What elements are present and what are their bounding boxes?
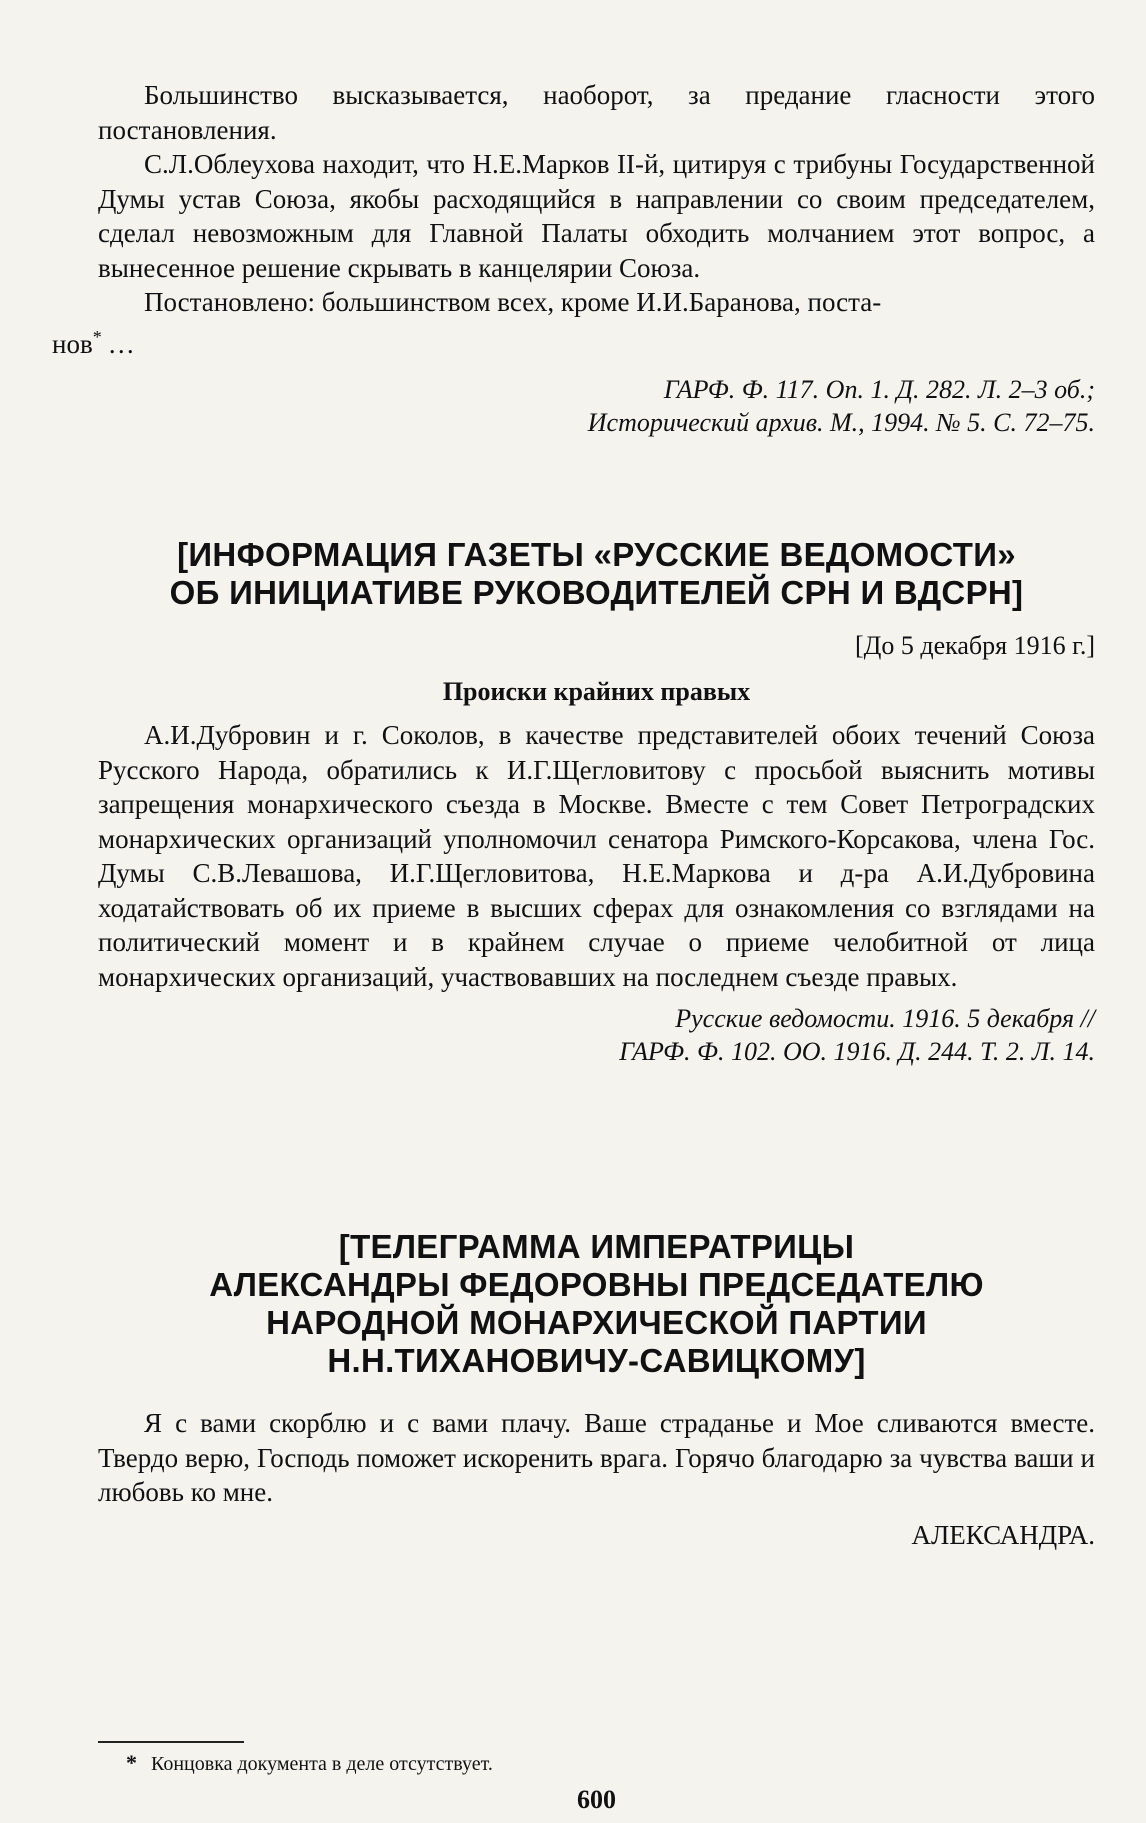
section-title-line: НАРОДНОЙ МОНАРХИЧЕСКОЙ ПАРТИИ	[266, 1304, 927, 1341]
footnote-mark: *	[126, 1750, 137, 1775]
section-title-line: АЛЕКСАНДРЫ ФЕДОРОВНЫ ПРЕДСЕДАТЕЛЮ	[209, 1266, 984, 1303]
citation-line: ГАРФ. Ф. 102. ОО. 1916. Д. 244. Т. 2. Л. 14.	[619, 1037, 1095, 1066]
citation-line: Исторический архив. М., 1994. № 5. С. 72–75.	[587, 408, 1095, 437]
section-title-line: ОБ ИНИЦИАТИВЕ РУКОВОДИТЕЛЕЙ СРН И ВДСРН]	[169, 574, 1024, 611]
page-number: 600	[577, 1785, 616, 1814]
telegram-section	[98, 1228, 1095, 1552]
ellipsis: …	[107, 328, 135, 359]
archive-citation	[98, 1002, 1095, 1068]
section-title	[98, 1228, 1095, 1380]
telegram-body: Я с вами скорблю и с вами плачу. Ваше страданье и Мое сливаются вместе. Твердо верю, Господь поможет искоренить врага. Горячо благодарю за чувства ваши и любовь ко мне.	[98, 1408, 1095, 1507]
paragraph-resolution	[52, 285, 1095, 361]
paragraph: Большинство высказывается, наоборот, за предание гласности этого постановления.	[98, 80, 1095, 145]
citation-line: Русские ведомости. 1916. 5 декабря //	[675, 1004, 1095, 1033]
section-title-line: [ИНФОРМАЦИЯ ГАЗЕТЫ «РУССКИЕ ВЕДОМОСТИ»	[177, 536, 1016, 573]
section-title	[98, 536, 1095, 612]
document-date: [До 5 декабря 1916 г.]	[854, 631, 1095, 660]
signature: АЛЕКСАНДРА.	[911, 1519, 1095, 1550]
previous-document-ending	[52, 78, 1095, 439]
article-body: А.И.Дубровин и г. Соколов, в качестве представителей обоих течений Союза Русского Народа, обратились к И.Г.Щегловитову с просьбой выяснить мотивы запрещения монархического съезда в Москве. Вместе с тем Совет Петроградских монархических организаций уполномочил сенатора Римского-Корсакова, члена Гос. Думы С.В.Левашова, И.Г.Щегловитова, Н.Е.Маркова и д-ра А.И.Дубровина ходатайствовать об их приеме в высших сферах для ознакомления со взглядами на политический момент и в крайнем случае о приеме челобитной от лица монархических организаций, участвовавших на последнем съезде правых.	[98, 720, 1095, 992]
resolution-line-end: нов	[52, 328, 93, 359]
footnote-rule	[98, 1741, 244, 1743]
paragraph: С.Л.Облеухова находит, что Н.Е.Марков II-й, цитируя с трибуны Государственной Думы устав Союза, якобы расходящийся в направлении со своим председателем, сделал невозможным для Главной Палаты обходить молчанием этот вопрос, а вынесенное решение скрывать в канцелярии Союза.	[98, 149, 1095, 283]
archive-citation	[98, 373, 1095, 439]
section-title-line: [ТЕЛЕГРАММА ИМПЕРАТРИЦЫ	[338, 1228, 855, 1265]
newspaper-information-section	[98, 536, 1095, 1068]
footnote-marker: *	[92, 326, 102, 347]
footnote	[98, 1750, 1095, 1777]
resolution-line: Постановлено: большинством всех, кроме И.И.Баранова, поста-	[144, 287, 882, 317]
citation-line: ГАРФ. Ф. 117. Оп. 1. Д. 282. Л. 2–3 об.;	[663, 375, 1095, 404]
section-title-line: Н.Н.ТИХАНОВИЧУ-САВИЦКОМУ]	[327, 1342, 866, 1379]
footnote-text: Концовка документа в деле отсутствует.	[151, 1753, 493, 1775]
article-subtitle: Происки крайних правых	[442, 677, 751, 706]
